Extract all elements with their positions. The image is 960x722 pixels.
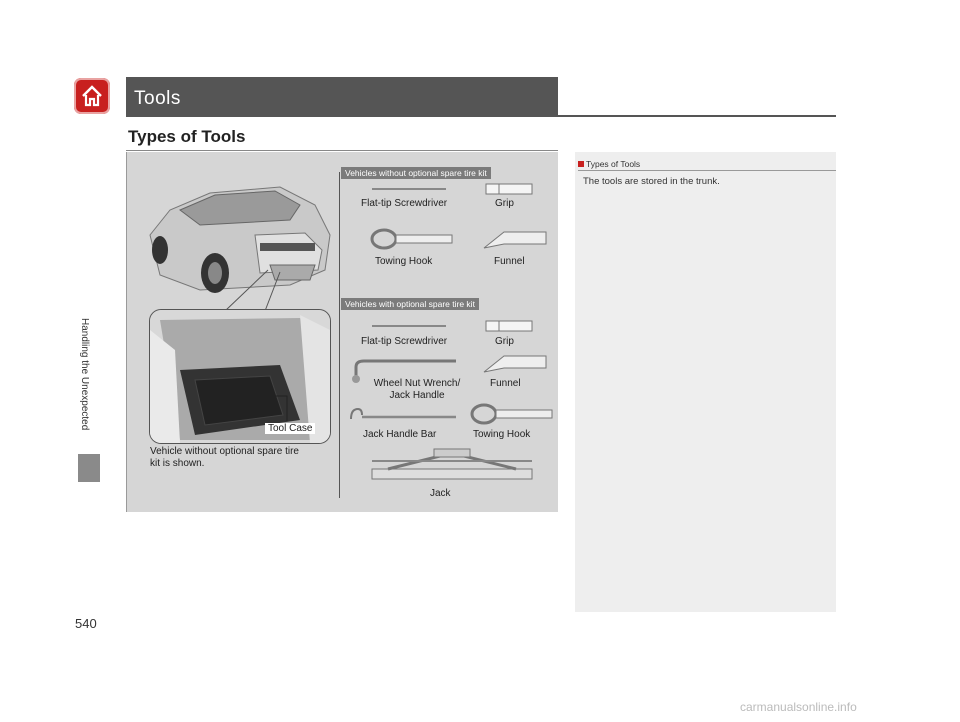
funnel-icon: [482, 352, 548, 374]
subsection-title: Types of Tools: [128, 127, 246, 146]
jack-icon: [368, 447, 536, 483]
tool-case-label: Tool Case: [265, 423, 315, 434]
figure-edge: [126, 152, 127, 512]
screwdriver-icon: [370, 185, 450, 193]
figure-caption-line1: Vehicle without optional spare tire: [150, 446, 299, 457]
label-jack-handle: Jack Handle: [389, 390, 445, 401]
header-rule: [126, 115, 836, 117]
home-button[interactable]: [74, 78, 110, 114]
label-towing-hook-2: Towing Hook: [473, 429, 531, 440]
towing-hook-icon: [470, 402, 554, 426]
towing-hook-icon: [370, 227, 454, 251]
label-jack-handle-bar: Jack Handle Bar: [363, 429, 437, 440]
chapter-label[interactable]: Handling the Unexpected: [79, 318, 90, 431]
section-header-bar: [126, 77, 558, 115]
tool-case-pointer: [265, 393, 295, 423]
kit-without-tag: Vehicles without optional spare tire kit: [341, 167, 491, 179]
figure-divider: [339, 172, 340, 498]
label-flat-tip-screwdriver-2: Flat-tip Screwdriver: [361, 336, 448, 347]
note-title-text: Types of Tools: [586, 159, 641, 169]
label-funnel: Funnel: [494, 256, 525, 267]
label-wheel-nut-wrench: Wheel Nut Wrench/: [373, 378, 461, 389]
label-funnel-2: Funnel: [490, 378, 521, 389]
label-towing-hook: Towing Hook: [375, 256, 433, 267]
page-number: 540: [75, 616, 97, 631]
zoom-callout-lines: [220, 268, 290, 313]
kit-with-tag: Vehicles with optional spare tire kit: [341, 298, 479, 310]
screwdriver-icon: [370, 322, 450, 330]
home-icon: [74, 78, 110, 114]
chapter-tab[interactable]: [78, 454, 100, 482]
jack-handle-bar-icon: [348, 405, 460, 425]
figure-caption-line2: kit is shown.: [150, 458, 205, 469]
note-text: The tools are stored in the trunk.: [583, 176, 720, 187]
note-rule: [578, 170, 836, 171]
page-title: Tools: [134, 88, 181, 109]
label-grip: Grip: [495, 198, 514, 209]
note-panel: [575, 152, 836, 612]
watermark: carmanualsonline.info: [740, 700, 857, 714]
note-marker-icon: [578, 161, 584, 167]
grip-icon: [484, 320, 534, 332]
funnel-icon: [482, 228, 548, 250]
label-jack: Jack: [430, 488, 451, 499]
grip-icon: [484, 183, 534, 195]
subsection-rule: [126, 150, 558, 151]
note-title[interactable]: [578, 159, 640, 169]
label-grip-2: Grip: [495, 336, 514, 347]
label-flat-tip-screwdriver: Flat-tip Screwdriver: [361, 198, 448, 209]
